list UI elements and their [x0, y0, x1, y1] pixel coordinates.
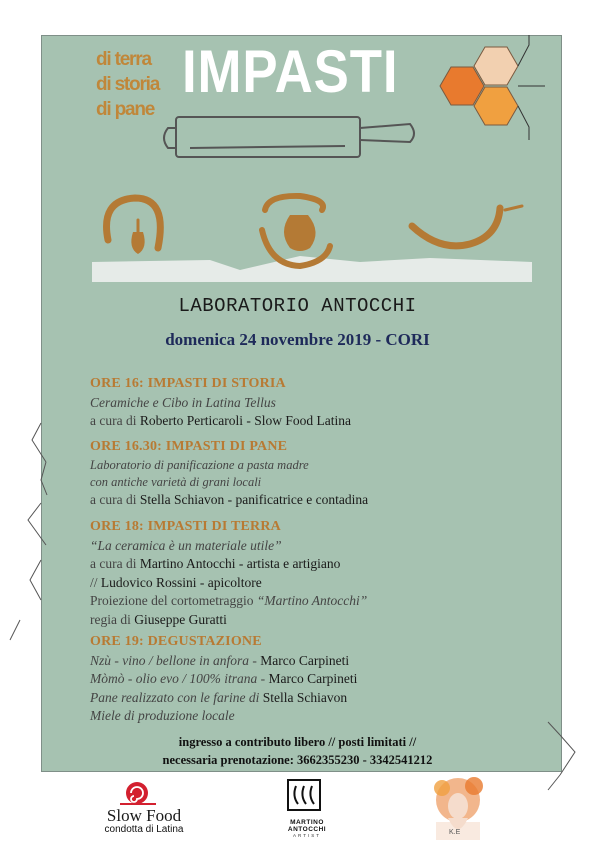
subtitle-line: di pane	[96, 99, 155, 120]
lady-label: K.E	[449, 829, 461, 836]
section-line: Ceramiche e Cibo in Latina Tellus	[90, 394, 276, 410]
section-line	[90, 652, 357, 671]
line-italic: Nzù - vino / bellone in anfora -	[90, 652, 261, 668]
line-prefix: a cura di	[90, 413, 140, 428]
section-line	[90, 491, 368, 510]
pottery-bowl-right-icon	[412, 206, 522, 246]
rolling-pin-icon	[164, 117, 414, 157]
antocchi-name: MARTINO ANTOCCHI	[287, 819, 327, 833]
hexagon-cluster-icon	[440, 35, 545, 140]
subtitle-block	[96, 47, 159, 122]
section-title: ORE 18: IMPASTI DI TERRA	[90, 519, 281, 534]
line-text: Marco Carpineti	[260, 652, 350, 668]
line-prefix: Proiezione del cortometraggio	[90, 593, 257, 608]
main-title: IMPASTI	[182, 38, 399, 105]
martino-antocchi-logo	[272, 775, 342, 838]
line-prefix: a cura di	[90, 556, 140, 571]
section-line	[90, 689, 357, 708]
line-text: Stella Schiavon - panificatrice e contadina	[139, 491, 369, 507]
line-italic: “Martino Antocchi”	[256, 593, 368, 608]
section-line	[90, 574, 367, 593]
section-line: “La ceramica è un materiale utile”	[90, 537, 282, 553]
line-italic: Mòmò - olio evo / 100% itrana -	[90, 671, 269, 686]
section-title: ORE 16.30: IMPASTI DI PANE	[90, 439, 288, 454]
schedule-section-degustazione	[90, 633, 357, 726]
section-line: con antiche varietà di grani locali	[90, 474, 262, 489]
schedule-section-pane	[90, 438, 368, 509]
line-prefix: //	[90, 574, 101, 590]
section-line	[90, 412, 351, 431]
section-line	[90, 592, 367, 611]
slow-food-logo	[94, 782, 194, 835]
section-line	[90, 555, 367, 574]
line-text: Martino Antocchi - artista e artigiano	[139, 556, 341, 571]
subtitle-line: di terra	[96, 49, 151, 70]
schedule-section-storia	[90, 375, 351, 431]
line-text: Giuseppe Guratti	[134, 611, 227, 627]
slow-food-condotta: condotta di Latina	[104, 824, 184, 835]
line-text: Roberto Perticaroli - Slow Food Latina	[139, 413, 351, 428]
line-prefix: a cura di	[90, 491, 140, 507]
line-italic: Pane realizzato con le farine di	[90, 689, 263, 705]
section-line	[90, 670, 357, 689]
schedule-section-terra	[90, 518, 367, 629]
section-title: ORE 19: DEGUSTAZIONE	[90, 634, 262, 649]
ground-strip	[92, 256, 532, 282]
line-text: Marco Carpineti	[268, 671, 358, 686]
subtitle-line: di storia	[96, 74, 160, 95]
section-line: Miele di produzione locale	[90, 708, 235, 723]
vase-middle-icon	[284, 215, 316, 251]
line-text: Stella Schiavon	[262, 689, 348, 705]
section-title: ORE 16: IMPASTI DI STORIA	[90, 376, 286, 391]
booking-line: necessaria prenotazione: 3662355230 - 3342541212	[162, 753, 433, 767]
event-heading: LABORATORIO ANTOCCHI	[178, 295, 417, 317]
event-date: domenica 24 novembre 2019 - CORI	[165, 330, 430, 349]
section-line: Laboratorio di panificazione a pasta madre	[90, 457, 309, 472]
line-prefix: regia di	[90, 611, 135, 627]
slow-food-name: Slow Food	[106, 806, 182, 825]
line-text: Ludovico Rossini - apicoltore	[100, 574, 262, 590]
booking-line: ingresso a contributo libero // posti limitati //	[178, 735, 417, 749]
booking-info	[0, 733, 595, 769]
section-line	[90, 611, 367, 630]
antocchi-sub: ARTIST	[293, 833, 321, 838]
vase-small-icon	[131, 232, 144, 254]
